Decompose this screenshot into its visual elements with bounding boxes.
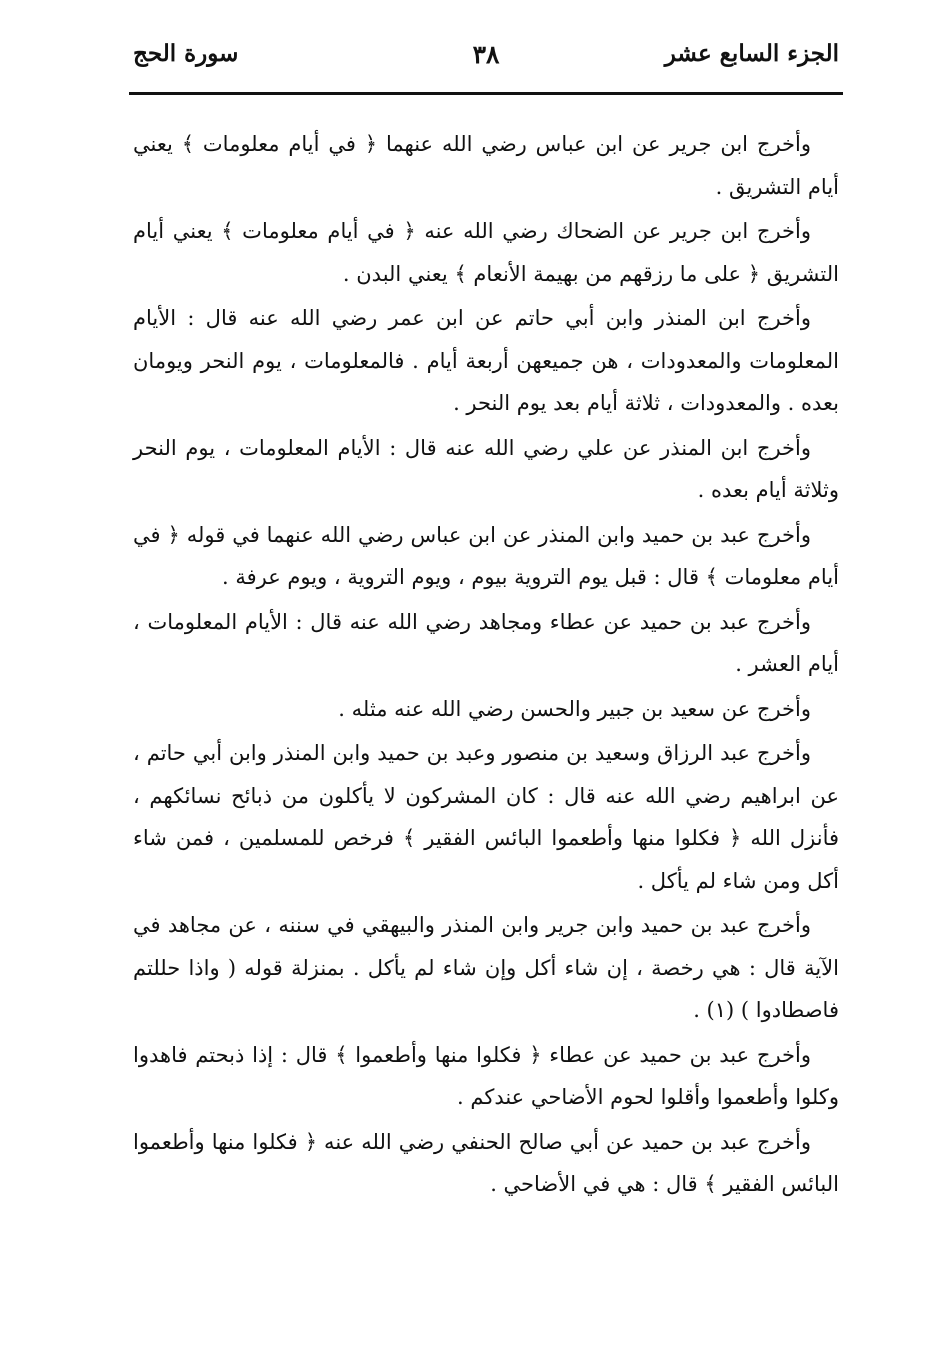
paragraph: وأخرج ابن جرير عن ابن عباس رضي الله عنهما ﴿ في أيام معلومات ﴾ يعني أيام التشريق . — [133, 132, 839, 199]
header-surah-title: سورة الحج — [133, 40, 239, 67]
header-rule — [129, 92, 843, 95]
paragraph: وأخرج ابن جرير عن الضحاك رضي الله عنه ﴿ في أيام معلومات ﴾ يعني أيام التشريق ﴿ على ما رزقهم من بهيمة الأنعام ﴾ يعني البدن . — [133, 219, 839, 286]
page-number: ٣٨ — [472, 40, 500, 69]
paragraph: وأخرج ابن المنذر عن علي رضي الله عنه قال : الأيام المعلومات ، يوم النحر وثلاثة أيام بعده . — [133, 435, 839, 502]
header-part-title: الجزء السابع عشر — [664, 40, 839, 67]
paragraph: وأخرج عبد بن حميد وابن المنذر عن ابن عباس رضي الله عنهما في قوله ﴿ في أيام معلومات ﴾ قال : قبل يوم التروية بيوم ، ويوم التروية ، ويوم عرفة . — [133, 522, 839, 589]
paragraph: وأخرج عبد بن حميد وابن جرير وابن المنذر والبيهقي في سننه ، عن مجاهد في الآية قال : هي رخصة ، إن شاء أكل وإن شاء لم يأكل . بمنزلة قوله ( واذا حللتم فاصطادوا ) (١) . — [133, 913, 839, 1022]
paragraph: وأخرج ابن المنذر وابن أبي حاتم عن ابن عمر رضي الله عنه قال : الأيام المعلومات والمعدودات ، هن جميعهن أربعة أيام . فالمعلومات ، يوم النحر ويومان بعده . والمعدودات ، ثلاثة أيام بعد يوم النحر . — [133, 306, 839, 415]
paragraph: وأخرج عبد بن حميد عن عطاء ﴿ فكلوا منها وأطعموا ﴾ قال : إذا ذبحتم فاهدوا وكلوا وأطعموا وأقلوا لحوم الأضاحي عندكم . — [133, 1042, 839, 1109]
paragraph: وأخرج عبد بن حميد عن أبي صالح الحنفي رضي الله عنه ﴿ فكلوا منها وأطعموا البائس الفقير ﴾ قال : هي في الأضاحي . — [133, 1129, 839, 1196]
body-text — [133, 123, 839, 1206]
paragraph: وأخرج عبد الرزاق وسعيد بن منصور وعبد بن حميد وابن المنذر وابن أبي حاتم ، عن ابراهيم رضي الله عنه قال : كان المشركون لا يأكلون من ذبائح نسائكهم ، فأنزل الله ﴿ فكلوا منها وأطعموا البائس الفقير ﴾ فرخص للمسلمين ، فمن شاء أكل ومن شاء لم يأكل . — [133, 741, 839, 893]
paragraph: وأخرج عن سعيد بن جبير والحسن رضي الله عنه مثله . — [338, 696, 811, 721]
running-header — [133, 40, 839, 92]
paragraph: وأخرج عبد بن حميد عن عطاء ومجاهد رضي الله عنه قال : الأيام المعلومات ، أيام العشر . — [133, 609, 839, 676]
book-page — [133, 40, 839, 1206]
